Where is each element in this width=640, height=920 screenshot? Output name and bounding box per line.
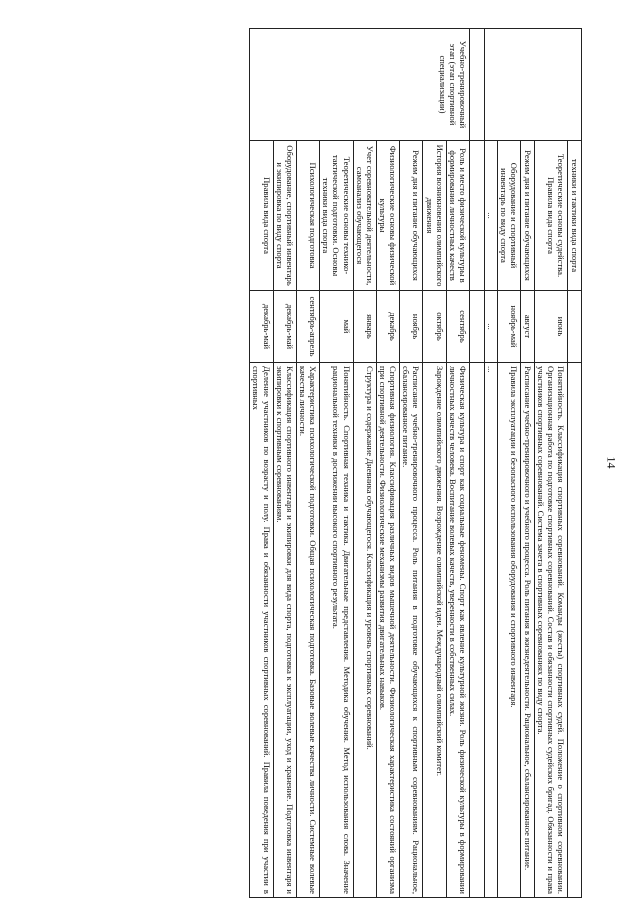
content-cell: Характеристика психологической подготовки. Общая психологическая подготовка. Базовые волевые качества личности. Системные волевые качества личности. bbox=[296, 363, 319, 898]
content-cell: Спортивная физиология. Классификация различных видов мышечной деятельности. Физиологическая характеристика состояний организма при спортивной деятельности. Физиологические механизмы развития двигательных навыков. bbox=[376, 363, 399, 898]
month-cell: октябрь bbox=[423, 291, 446, 363]
table-row bbox=[568, 29, 582, 898]
table-row bbox=[485, 29, 498, 898]
month-cell: август bbox=[521, 291, 534, 363]
content-cell: ... bbox=[485, 363, 498, 898]
table-separator-row bbox=[470, 29, 485, 898]
topic-cell: Физиологические основы физической культуры bbox=[376, 141, 399, 291]
content-cell: Правила эксплуатации и безопасного использования оборудования и спортивного инвентаря. bbox=[498, 363, 521, 898]
month-cell: декабрь-май bbox=[250, 291, 273, 363]
topic-cell: Правила вида спорта bbox=[250, 141, 273, 291]
topic-cell: Теоретические основы судейства. Правила вида спорта bbox=[534, 141, 567, 291]
month-cell: январь bbox=[353, 291, 376, 363]
content-cell: Структура и содержание Дневника обучающегося. Классификация и уровень спортивных соревнований. bbox=[353, 363, 376, 898]
month-cell: ноябрь bbox=[400, 291, 423, 363]
stage-cell bbox=[250, 29, 470, 141]
table-row bbox=[498, 29, 521, 898]
month-cell bbox=[568, 291, 582, 363]
content-cell: Понятийность. Спортивная техника и тактика. Двигательные представления. Методика обучения. Метод использования слова. Значение рациональной техники в достижении высокого спортивного результата. bbox=[320, 363, 353, 898]
topic-cell: техники и тактики вида спорта bbox=[568, 141, 582, 291]
topic-cell: Режим дня и питание обучающихся bbox=[400, 141, 423, 291]
month-cell: ... bbox=[485, 291, 498, 363]
content-cell bbox=[568, 363, 582, 898]
table-row bbox=[534, 29, 567, 898]
content-cell: Расписание учебно-тренировочного и учебного процесса. Роль питания в жизнедеятельности. Рациональное, сбалансированное питание. bbox=[521, 363, 534, 898]
topic-cell: ... bbox=[485, 141, 498, 291]
topic-cell: История возникновения олимпийского движения bbox=[423, 141, 446, 291]
month-cell: декабрь bbox=[376, 291, 399, 363]
table-row bbox=[423, 29, 446, 898]
month-cell: сентябрь-апрель bbox=[296, 291, 319, 363]
topic-cell: Оборудование и спортивный инвентарь по виду спорта bbox=[498, 141, 521, 291]
topic-cell: Психологическая подготовка bbox=[296, 141, 319, 291]
table-row bbox=[273, 29, 296, 898]
table-row bbox=[521, 29, 534, 898]
month-cell: ноябрь-май bbox=[498, 291, 521, 363]
content-cell: Деление участников по возрасту и полу. Права и обязанности участников спортивных соревнований. Правила поведения при участии в спортивных bbox=[250, 363, 273, 898]
topic-cell: Учет соревновательной деятельности, самоанализ обучающегося bbox=[353, 141, 376, 291]
month-cell: июнь bbox=[534, 291, 567, 363]
table-row bbox=[400, 29, 423, 898]
content-cell: Расписание учебно-тренировочного процесса. Роль питания в подготовке обучающихся к спортивным соревнованиям. Рациональное, сбалансированное питание. bbox=[400, 363, 423, 898]
table-row bbox=[353, 29, 376, 898]
content-cell: Зарождение олимпийского движения. Возрождение олимпийской идеи. Международный олимпийский комитет. bbox=[423, 363, 446, 898]
table-row bbox=[320, 29, 353, 898]
curriculum-table bbox=[249, 28, 582, 898]
month-cell: декабрь-май bbox=[273, 291, 296, 363]
table-row bbox=[446, 29, 469, 898]
content-cell: Понятийность. Классификация спортивных соревнований. Команды (жесты) спортивных судей. Положение о спортивном соревновании. Организационная работа по подготовке спортивных соревнований. Состав и обязанности спортивных судейских бригад. Обязанности и права участников спортивных соревнований. Система зачета в спортивных соревнованиях по виду спорта. bbox=[534, 363, 567, 898]
content-cell: Классификация спортивного инвентаря и экипировки для вида спорта, подготовка к эксплуатации, уход и хранение. Подготовка инвентаря и экипировки к спортивным соревнованиям. bbox=[273, 363, 296, 898]
content-cell: Физическая культура и спорт как социальные феномены. Спорт как явление культурной жизни. Роль физической культуры в формировании личностных качеств человека. Воспитание волевых качеств, уверенности в собственных силах. bbox=[446, 363, 469, 898]
topic-cell: Теоретические основы технико-тактической подготовки. Основы техники вида спорта bbox=[320, 141, 353, 291]
table-row bbox=[296, 29, 319, 898]
stage-label: Учебно-тренировочный этап (этап спортивной специализации) bbox=[437, 40, 469, 129]
topic-cell: Роль и место физической культуры в формировании личностных качеств bbox=[446, 141, 469, 291]
stage-cell-empty bbox=[485, 29, 582, 141]
month-cell: май bbox=[320, 291, 353, 363]
topic-cell: Режим дня и питание обучающихся bbox=[521, 141, 534, 291]
page-number: 14 bbox=[604, 456, 619, 469]
table-row bbox=[250, 29, 273, 898]
table-row bbox=[376, 29, 399, 898]
rotated-table-container bbox=[82, 28, 582, 898]
month-cell: сентябрь bbox=[446, 291, 469, 363]
topic-cell: Оборудование, спортивный инвентарь и экипировка по виду спорта bbox=[273, 141, 296, 291]
